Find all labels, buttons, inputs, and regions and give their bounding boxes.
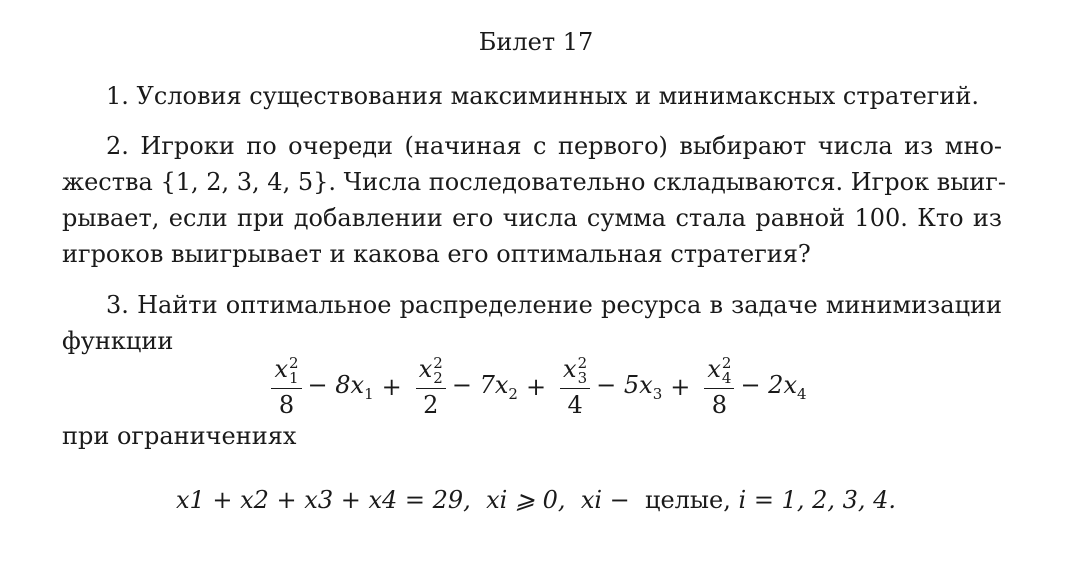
constraints-label: при ограничениях xyxy=(62,422,297,450)
question-2-line-3: рывает, если при добавлении его числа сумма стала равной 100. Кто из xyxy=(62,204,1002,232)
linear-term-2: − $7x_2$ xyxy=(451,370,518,403)
question-1-line: 1. Условия существования максиминных и минимаксных стратегий. xyxy=(106,82,979,110)
linear-term-3: − $5x_3$ xyxy=(596,370,663,403)
constraint-integer-prefix: xi − xyxy=(580,486,630,514)
fraction-term-2: x 2 2 2 xyxy=(416,355,446,419)
constraint-nonneg: xi ⩾ 0, xyxy=(486,486,566,514)
constraint-sum: x1 + x2 + x3 + x4 = 29, xyxy=(175,486,471,514)
question-2-line-1: 2. Игроки по очереди (начиная с первого) выбирают числа из мно- xyxy=(106,132,1002,160)
objective-function: x 2 1 8 − $8x_1$ + x 2 2 2 − $7x_2$ + x 2 3 4 − $5x_3$ + x 2 4 8 − $2x_4$ xyxy=(0,355,1072,419)
constraint-index: i = 1, 2, 3, 4. xyxy=(738,486,897,514)
constraint-integer-word: целые, xyxy=(645,486,731,514)
question-3 xyxy=(62,287,1002,359)
question-2 xyxy=(62,128,1006,272)
fraction-term-4: x 2 4 8 xyxy=(704,355,734,419)
linear-term-1: − $8x_1$ xyxy=(307,370,374,403)
ticket-title: Билет 17 xyxy=(478,28,594,56)
fraction-term-1: x 2 1 8 xyxy=(271,355,301,419)
question-1 xyxy=(62,78,1002,114)
question-3-line-1: 3. Найти оптимальное распределение ресурса в задаче минимизации xyxy=(106,291,1002,319)
constraint-line xyxy=(0,486,1072,514)
question-3-line-2: функции xyxy=(62,327,174,355)
question-2-line-2: жества {1, 2, 3, 4, 5}. Числа последовательно складываются. Игрок выиг- xyxy=(62,168,1006,196)
question-2-line-4: игроков выигрывает и какова его оптимальная стратегия? xyxy=(62,240,811,268)
linear-term-4: − $2x_4$ xyxy=(740,370,807,403)
fraction-term-3: x 2 3 4 xyxy=(560,355,590,419)
